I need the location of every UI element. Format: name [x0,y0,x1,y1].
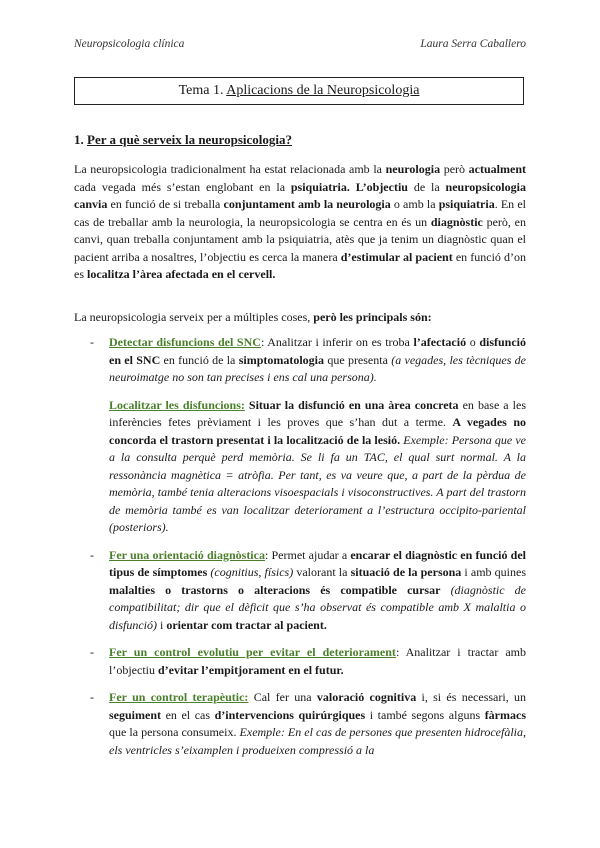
list-item [74,689,526,759]
bold-run: neurologia [385,162,441,176]
document-title-box [74,77,524,105]
bold-run: localitza l’àrea afectada en el cervell. [87,267,276,281]
text-run: o amb la [390,197,439,211]
running-header-author: Laura Serra Caballero [420,38,526,50]
text-run: La neuropsicologia serveix per a múltiples coses, [74,310,314,324]
list-bullet-dash: - [90,547,94,562]
list-bullet-dash: - [90,690,94,704]
list-bullet-dash: - [90,335,94,349]
text-run: : Analitzar i inferir on es troba [260,335,414,349]
bold-run: però les principals són: [313,310,432,324]
list-item [74,334,526,387]
bold-run: l’afectació [413,335,467,349]
bold-run: A vegades no concorda el trastorn presentat i la localització de la lesió. [109,415,526,447]
bold-run: diagnòstic [430,214,483,229]
text-run [440,583,450,597]
title-main: Aplicacions de la Neuropsicologia [226,83,420,98]
list-item [74,397,526,537]
text-run: que presenta [324,352,392,367]
uses-list [74,334,526,769]
section-heading [74,132,292,148]
bold-run: orientar com tractar al pacient. [166,617,327,632]
italic-run: (diagnòstic de compatibilitat; dir que el dèficit que s’ha observat és compatible amb X malaltia o disfunció) [109,582,526,632]
text-run: que la persona consumeix. [109,725,240,739]
bold-run: seguiment [109,707,161,722]
list-item-heading: Fer un control terapèutic: [109,690,249,704]
italic-run: Exemple: En el cas de persones que presenten hidrocefàlia, els ventricles s’eixamplen i produeixen compressió a la [109,725,527,757]
bold-run: situació de la persona [350,565,462,579]
text-run: La neuropsicologia tradicionalment ha estat relacionada amb la [74,162,386,176]
text-run: o [466,335,480,349]
bold-run: actualment [468,162,526,176]
text-run: en funció de si treballa [107,197,224,211]
section-heading-text: Per a què serveix la neuropsicologia? [87,132,292,147]
text-run: però [440,162,469,176]
bold-run: encarar el diagnòstic en funció del tipus de símptomes [109,547,527,579]
bold-run: malalties o trastorns o alteracions és compatible cursar [109,582,441,597]
text-run: . En el cas de treballar amb la neurologia, la neuropsicologia se centra en és un [74,197,526,229]
text-run: : Analitzar i tractar amb l’objectiu [109,645,526,677]
bold-run: d’estimular al pacient [340,249,453,264]
text-run: : Permet ajudar a [264,547,351,562]
bold-run: d’intervencions quirúrgiques [214,707,366,722]
list-item-heading: Fer una orientació diagnòstica [109,547,265,562]
text-run: en funció d’on es [74,249,527,281]
title-prefix: Tema 1. [178,83,227,98]
text-run: però, en canvi, quan treballa conjuntament amb la psiquiatria, atès que ja tenim un diagnòstic quan el pacient arriba a nosaltres, l’objectiu es cerca la manera [74,214,526,264]
bold-run: Situar la disfunció en una àrea concreta [248,397,459,412]
text-run: i, si és necessari, un [416,690,526,704]
list-bullet-dash: - [90,645,94,659]
bold-run: valoració cognitiva [316,690,417,704]
text-run: valorant la [293,565,351,579]
intro-paragraph [74,161,526,284]
text-run: en el cas [161,707,215,722]
text-run: cada vegada més s’estan englobant en la [74,179,291,194]
bold-run: psiquiatria [438,197,495,211]
italic-run: Exemple: Persona que ve a la consulta perquè perd memòria. Se li fa un TAC, el qual surt normal. A la ressonància magnètica = atròfia. Per tant, es va veure que, a part de la pèrdua de memòria, també tenia alteracions visoespacials i visoconstructives. A part del trastorn de memòria també es van localitzar deteriorament a l’estructura occipito-pariental (posteriors). [109,432,527,534]
bold-run: simptomatologia [238,352,325,367]
text-run: Cal fer una [248,690,317,704]
bold-run: d’evitar l’empitjorament en el futur. [157,662,344,677]
list-item-heading: Localitzar les disfuncions: [109,397,245,412]
section-number: 1. [74,132,87,147]
text-run: en base a les inferències fetes prèviament i les proves que s’han dut a terme. [109,397,527,429]
bold-run: conjuntament amb la neurologia [223,197,391,211]
bold-run: psiquiatria. L’objectiu [290,179,408,194]
text-run: i també segons alguns [365,707,485,722]
text-run: i amb quines [461,565,527,579]
running-header-course: Neuropsicologia clínica [74,38,185,50]
list-item [74,547,526,635]
bold-run: disfunció en el SNC [109,335,526,367]
list-item-heading: Detectar disfuncions del SNC [109,335,261,349]
list-item [74,644,526,679]
text-run: i [157,617,167,632]
italic-run: (cognitius, físics) [210,565,294,579]
bold-run: fàrmacs [484,707,527,722]
bold-run: neuropsicologia canvia [74,179,526,211]
italic-run: (a vegades, les tècniques de neuroimatge no son tan precises i ens cal una persona). [109,352,527,384]
list-item-heading: Fer un control evolutiu per evitar el deteriorament [109,645,396,659]
text-run: en funció de la [160,352,239,367]
list-intro-paragraph [74,309,526,327]
text-run: de la [407,179,446,194]
